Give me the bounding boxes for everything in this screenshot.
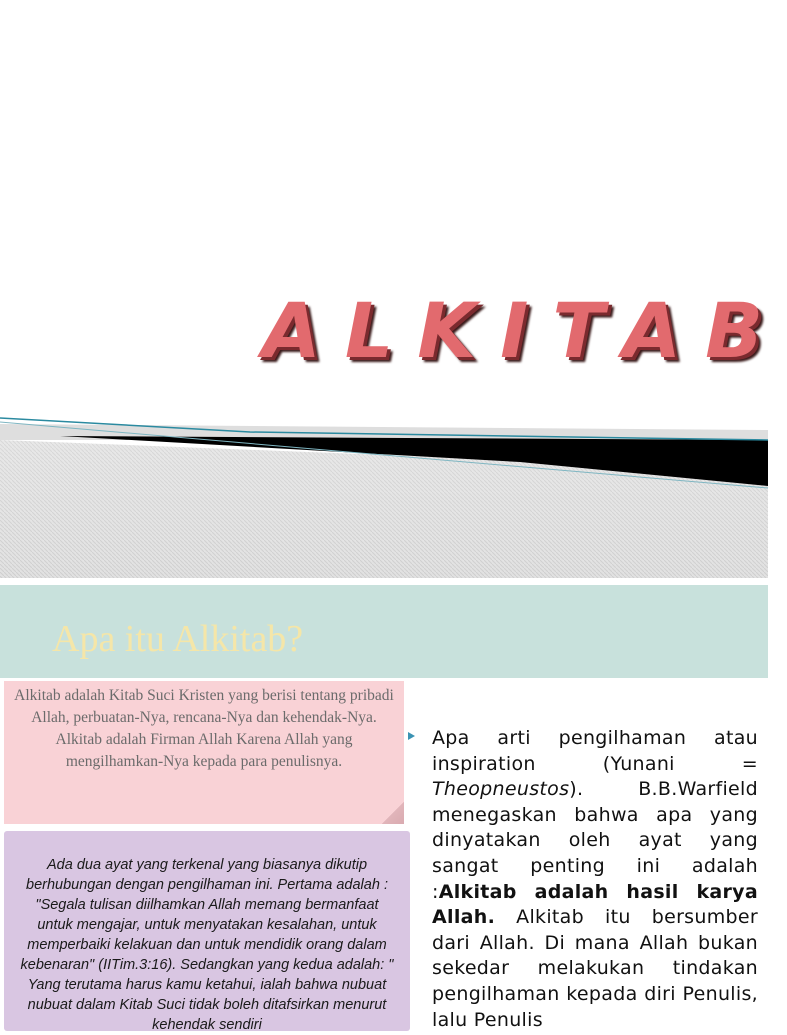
folded-corner-icon (382, 802, 404, 824)
bullet-part-5: Alkitab itu bersumber dari Allah. Di mana Allah bukan sekedar melakukan tindakan pengilhaman kepada diri Penulis, lalu Penulis (432, 906, 758, 1031)
bullet-part-greek-term: Theopneustos (432, 778, 570, 801)
content-slide (0, 578, 768, 1033)
bullet-part-emphasis: Alkitab adalah hasil karya Allah. (432, 880, 758, 929)
bullet-arrow-icon (408, 732, 415, 740)
slide-heading: Apa itu Alkitab? (52, 618, 304, 660)
verses-note (4, 831, 410, 1031)
bullet-list (408, 726, 758, 1031)
slide-title: ALKITAB (262, 286, 787, 375)
bullet-item (432, 726, 758, 1033)
definition-text: Alkitab adalah Kitab Suci Kristen yang berisi tentang pribadi Allah, perbuatan-Nya, rencana-Nya dan kehendak-Nya. Alkitab adalah Firman Allah Karena Allah yang mengilhamkan-Nya kepada para penulisnya. (14, 687, 394, 770)
bullet-part-3: ). B.B.Warfield menegaskan bahwa apa yang dinyatakan oleh ayat yang sangat penting ini adalah : (432, 778, 758, 903)
bullet-part-1: Apa arti pengilhaman atau inspiration (Yunani = (432, 727, 758, 775)
verses-text: Ada dua ayat yang terkenal yang biasanya dikutip berhubungan dengan pengilhaman ini. Pertama adalah : "Segala tulisan diilhamkan Allah memang bermanfaat untuk mengajar, untuk menyatakan kesalahan, untuk memperbaiki kelakuan dan untuk mendidik orang dalam kebenaran" (IITim.3:16). Sedangkan yang kedua adalah: " Yang terutama harus kamu ketahui, ialah bahwa nubuat nubuat dalam Kitab Suci tidak boleh ditafsirkan menurut kehendak sendiri (20, 857, 394, 1033)
header-band (0, 585, 768, 678)
definition-note (4, 681, 404, 824)
